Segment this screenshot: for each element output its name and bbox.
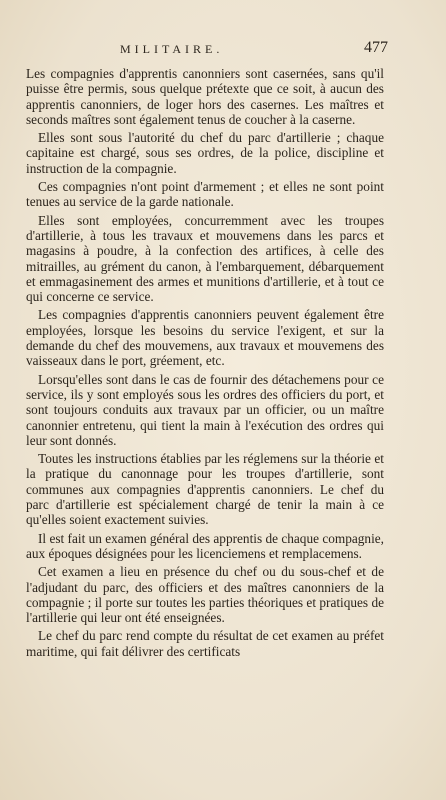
page-header [0, 39, 446, 62]
running-head: MILITAIRE. [120, 42, 224, 56]
paragraph: Cet examen a lieu en présence du chef ou du sous-chef et de l'adjudant du parc, des officiers et des maîtres canonniers de la compagnie ; il porte sur toutes les parties théoriques et pratiques de l'artillerie qui leur ont été enseignées. [26, 564, 384, 626]
page-number: 477 [364, 39, 388, 56]
paragraph: Les compagnies d'apprentis canonniers sont casernées, sans qu'il puisse être permis, sous quelque prétexte que ce soit, à aucun des apprentis canonniers, de loger hors des casernes. Les maîtres et seconds maîtres sont également tenus de coucher à la caserne. [26, 66, 384, 127]
paragraph: Lorsqu'elles sont dans le cas de fournir des détachemens pour ce service, ils y sont employés sous les ordres des officiers du port, et sont toujours conduits aux travaux par un officier, ou un maître canonnier entretenu, qui tient la main à l'exécution des ordres qui leur sont donnés. [26, 371, 384, 448]
paragraph: Ces compagnies n'ont point d'armement ; et elles ne sont point tenues au service de la garde nationale. [26, 179, 384, 210]
body-text [26, 66, 384, 662]
paragraph: Les compagnies d'apprentis canonniers peuvent également être employées, lorsque les besoins du service l'exigent, et sur la demande du chef des mouvemens, aux travaux et mouvemens des vaisseaux dans le port, gréement, etc. [26, 307, 384, 369]
paragraph: Elles sont sous l'autorité du chef du parc d'artillerie ; chaque capitaine est chargé, sous ses ordres, de la police, discipline et instruction de la compagnie. [26, 130, 384, 176]
paragraph: Elles sont employées, concurremment avec les troupes d'artillerie, à tous les travaux et mouvemens dans les parcs et magasins à poudre, à la confection des artifices, à celle des mitrailles, au grément du canon, à l'embarquement, débarquement et emmagasinement des armes et munitions d'artillerie, et à tout ce qui concerne ce service. [26, 212, 384, 305]
paragraph: Toutes les instructions établies par les réglemens sur la théorie et la pratique du canonnage pour les troupes d'artillerie, sont communes aux compagnies d'apprentis canonniers. Le chef du parc d'artillerie est spécialement chargé de tenir la main à ce qu'elles soient exactement suivies. [26, 451, 384, 528]
paragraph: Le chef du parc rend compte du résultat de cet examen au préfet maritime, qui fait délivrer des certificats [26, 628, 384, 659]
paragraph: Il est fait un examen général des apprentis de chaque compagnie, aux époques désignées pour les licenciemens et remplacemens. [26, 530, 384, 561]
